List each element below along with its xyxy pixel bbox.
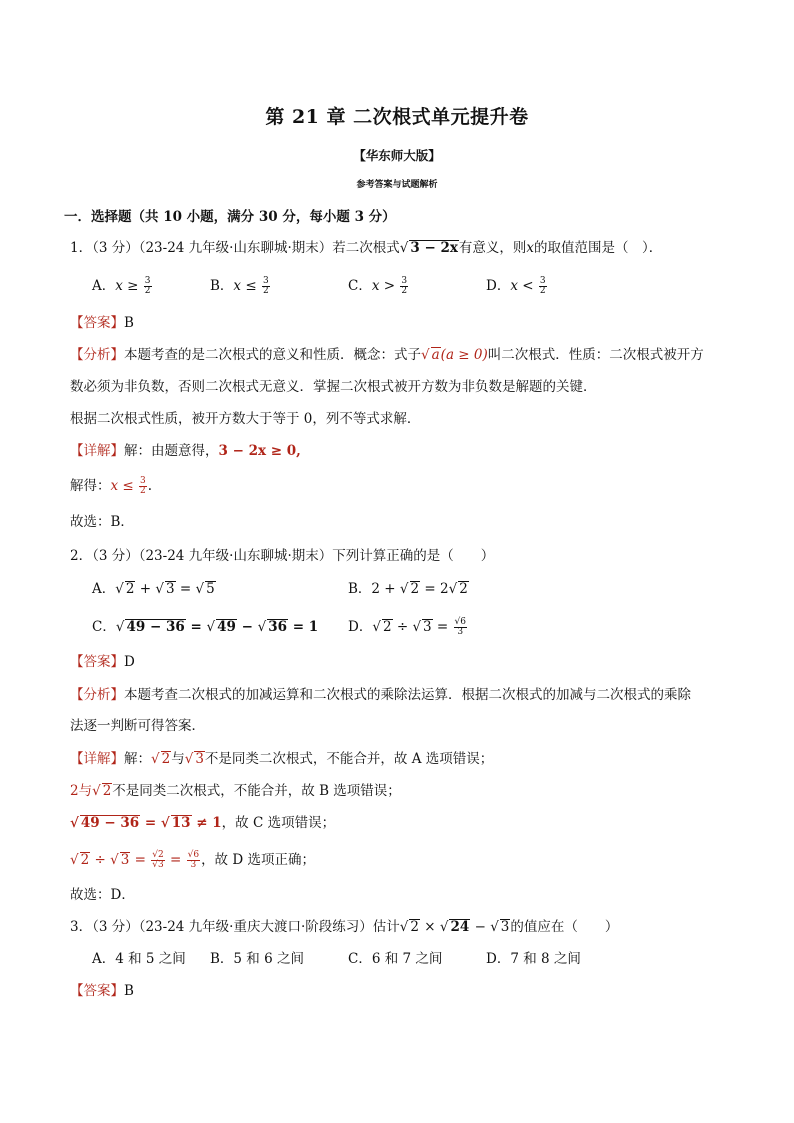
q3-option-a: A．4 和 5 之间 bbox=[92, 951, 186, 967]
q1-option-b: B．x ≤ $\frac{3}{2}$ bbox=[210, 276, 269, 296]
q1-analysis-line-2: 数必须为非负数，否则二次根式无意义．掌握二次根式被开方数为非负数是解题的关键． bbox=[70, 379, 597, 395]
q1-detail-line-2: 解得：x ≤ $\frac{3}{2}$ . bbox=[70, 476, 153, 496]
q1-stem: 1．（3 分）（23-24 九年级·山东聊城·期末）若二次根式√ 3 − 2x有意义，则x的取值范围是（ ）． bbox=[70, 240, 663, 256]
section-heading: 一．选择题（共 10 小题，满分 30 分，每小题 3 分） bbox=[64, 209, 396, 225]
page-title: 第 21 章 二次根式单元提升卷 bbox=[265, 106, 529, 128]
q1-option-c: C．x > $\frac{3}{2}$ bbox=[348, 276, 408, 296]
q1-option-a: A．x ≥ $\frac{3}{2}$ bbox=[92, 276, 151, 296]
q2-choose: 故选：D． bbox=[70, 887, 135, 903]
q3-option-b: B．5 和 6 之间 bbox=[210, 951, 304, 967]
q3-stem: 3．（3 分）（23-24 九年级·重庆大渡口·阶段练习）估计√ 2 × √ 24 − √ 3的值应在（ ） bbox=[70, 919, 619, 935]
q2-detail-line-2: 2与√ 2不是同类二次根式，不能合并，故 B 选项错误； bbox=[70, 783, 401, 799]
q2-detail-line-4: √ 2 ÷ √ 3 = $\frac{√2}{√3}$ = $\frac{√6}{3}$ ，故 D 选项正确； bbox=[70, 850, 315, 870]
q2-detail-line-3: √ 49 − 36 = √ 13 ≠ 1，故 C 选项错误； bbox=[70, 815, 336, 831]
q2-option-c: C．√ 49 − 36 = √ 49 − √ 36 = 1 bbox=[92, 619, 319, 635]
q3-answer: 【答案】B bbox=[70, 983, 134, 999]
q1-analysis-line-1: 【分析】本题考查的是二次根式的意义和性质．概念：式子√ a(a ≥ 0)叫二次根式．性质：二次根式被开方 bbox=[70, 347, 704, 363]
q1-option-d: D．x < $\frac{3}{2}$ bbox=[486, 276, 546, 296]
q1-analysis-line-3: 根据二次根式性质，被开方数大于等于 0，列不等式求解． bbox=[70, 411, 421, 427]
q2-option-d: D．√ 2 ÷ √ 3 = $\frac{√6}{3}$ bbox=[348, 617, 467, 637]
q2-option-b: B．2 + √ 2 = 2√ 2 bbox=[348, 581, 468, 597]
q1-choose: 故选：B． bbox=[70, 514, 134, 530]
q1-detail-line-1: 【详解】解：由题意得，3 − 2x ≥ 0, bbox=[70, 443, 301, 459]
q2-detail-line-1: 【详解】解：√ 2与√ 3不是同类二次根式，不能合并，故 A 选项错误； bbox=[70, 751, 494, 767]
q3-option-d: D．7 和 8 之间 bbox=[486, 951, 581, 967]
page-subtitle: 参考答案与试题解析 bbox=[356, 180, 438, 190]
q2-option-a: A．√ 2 + √ 3 = √ 5 bbox=[92, 581, 215, 597]
q2-answer: 【答案】D bbox=[70, 654, 135, 670]
q1-answer: 【答案】B bbox=[70, 315, 134, 331]
q2-analysis-line-1: 【分析】本题考查二次根式的加减运算和二次根式的乘除法运算．根据二次根式的加减与二次根式的乘除 bbox=[70, 687, 691, 703]
edition-label: 【华东师大版】 bbox=[353, 148, 441, 163]
q3-option-c: C．6 和 7 之间 bbox=[348, 951, 443, 967]
q2-analysis-line-2: 法逐一判断可得答案． bbox=[70, 718, 205, 734]
q2-stem: 2．（3 分）（23-24 九年级·山东聊城·期末）下列计算正确的是（ ） bbox=[70, 548, 495, 564]
